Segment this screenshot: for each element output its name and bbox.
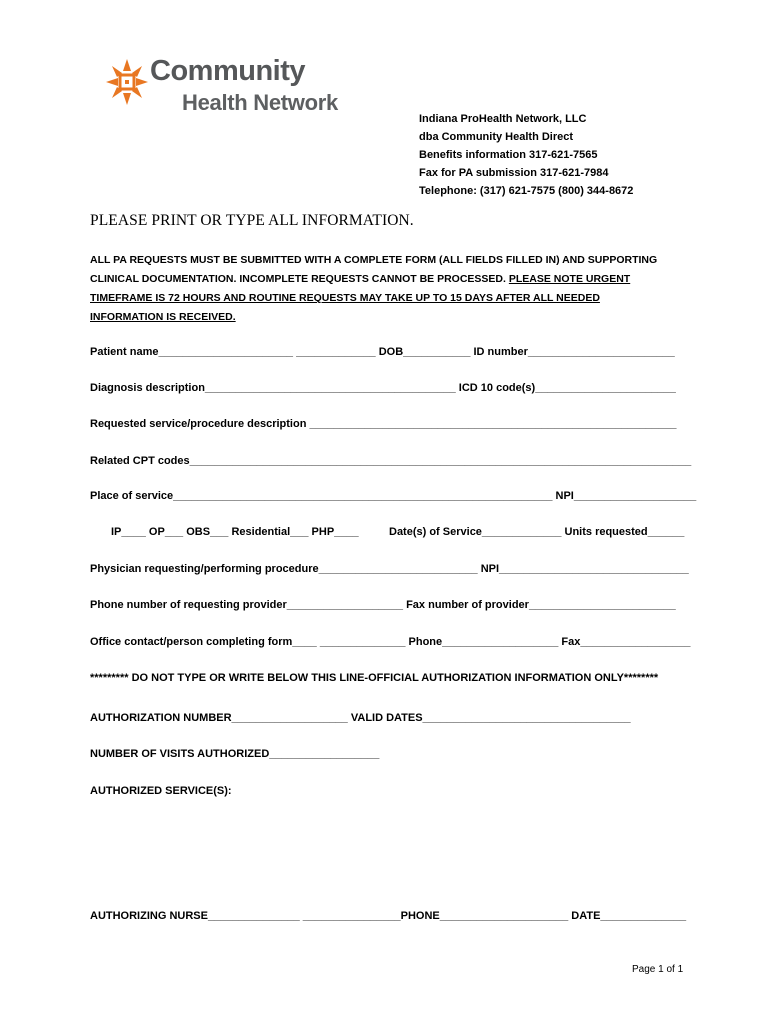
notice-line-4: INFORMATION IS RECEIVED.	[90, 311, 236, 323]
official-use-divider: ********* DO NOT TYPE OR WRITE BELOW THIS LINE-OFFICIAL AUTHORIZATION INFORMATION ONLY********	[90, 672, 659, 684]
community-health-network-logo	[104, 55, 344, 125]
contact-line-company: Indiana ProHealth Network, LLC	[419, 113, 587, 125]
notice-line-2	[90, 270, 690, 289]
authorizing-nurse-field[interactable]: AUTHORIZING NURSE_______________ ________________PHONE_____________________ DATE______________	[90, 910, 687, 922]
submission-notice	[90, 251, 690, 327]
contact-info-block	[419, 110, 633, 200]
service-description-field[interactable]: Requested service/procedure description ____________________________________________________________	[90, 418, 677, 430]
contact-line-telephone: Telephone: (317) 621-7575 (800) 344-8672	[419, 185, 634, 197]
place-of-service-field[interactable]: Place of service______________________________________________________________ NPI____________________	[90, 490, 697, 502]
contact-line-dba: dba Community Health Direct	[419, 131, 574, 143]
community-sunburst-icon	[104, 57, 150, 107]
form-instruction-heading: PLEASE PRINT OR TYPE ALL INFORMATION.	[90, 212, 414, 229]
contact-line-benefits: Benefits information 317-621-7565	[419, 149, 598, 161]
service-type-fields[interactable]: IP____ OP___ OBS___ Residential___ PHP____	[111, 526, 359, 538]
authorized-services-label: AUTHORIZED SERVICE(S):	[90, 785, 232, 797]
notice-line-1: ALL PA REQUESTS MUST BE SUBMITTED WITH A COMPLETE FORM (ALL FIELDS FILLED IN) AND SUPPORTING	[90, 254, 658, 266]
visits-authorized-field[interactable]: NUMBER OF VISITS AUTHORIZED__________________	[90, 748, 380, 760]
contact-line-fax: Fax for PA submission 317-621-7984	[419, 167, 609, 179]
notice-line-2-text: CLINICAL DOCUMENTATION. INCOMPLETE REQUESTS CANNOT BE PROCESSED.	[90, 273, 509, 285]
notice-line-3: TIMEFRAME IS 72 HOURS AND ROUTINE REQUESTS MAY TAKE UP TO 15 DAYS AFTER ALL NEEDED	[90, 292, 600, 304]
diagnosis-field[interactable]: Diagnosis description_________________________________________ ICD 10 code(s)_______________________	[90, 382, 676, 394]
logo-text-health-network: Health Network	[182, 90, 338, 115]
authorization-number-field[interactable]: AUTHORIZATION NUMBER___________________ VALID DATES__________________________________	[90, 712, 631, 724]
page-number: Page 1 of 1	[632, 964, 684, 975]
cpt-codes-field[interactable]: Related CPT codes__________________________________________________________________________________	[90, 455, 692, 467]
physician-field[interactable]: Physician requesting/performing procedure__________________________ NPI_______________________________	[90, 563, 689, 575]
service-dates-units-field[interactable]: Date(s) of Service_____________ Units requested______	[389, 526, 685, 538]
provider-phone-fax-field[interactable]: Phone number of requesting provider___________________ Fax number of provider________________________	[90, 599, 676, 611]
patient-info-field[interactable]: Patient name______________________ _____________ DOB___________ ID number________________________	[90, 346, 675, 358]
notice-urgent-underlined: PLEASE NOTE URGENT	[508, 273, 631, 285]
office-contact-field[interactable]: Office contact/person completing form____ ______________ Phone___________________ Fax__________________	[90, 636, 691, 648]
logo-text-community: Community	[150, 55, 305, 87]
